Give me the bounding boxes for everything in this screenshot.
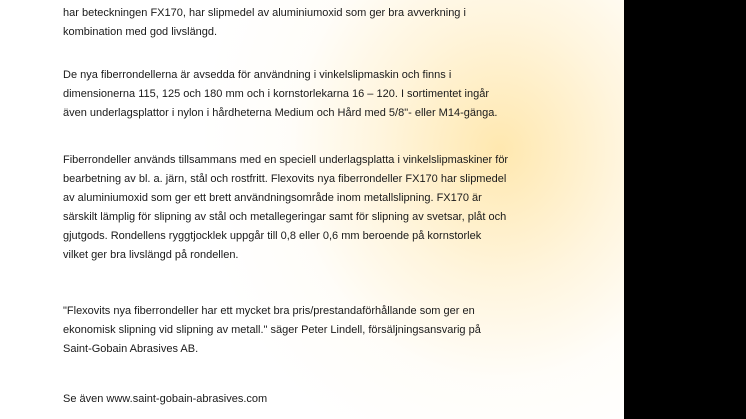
paragraph-usage [63, 151, 583, 265]
text-line: särskilt lämplig för slipning av stål och metallegeringar samt för slipning av svetsar, plåt och [63, 211, 507, 223]
text-line: dimensionerna 115, 125 och 180 mm och i kornstorlekarna 16 – 120. I sortimentet ingår [63, 88, 489, 100]
text-line: "Flexovits nya fiberrondeller har ett mycket bra pris/prestandaförhållande som ger en [63, 305, 475, 317]
text-line: vilket ger bra livslängd på rondellen. [63, 249, 239, 261]
text-line: bearbetning av bl. a. järn, stål och rostfritt. Flexovits nya fiberrondeller FX170 har slipmedel [63, 173, 507, 185]
text-line: har beteckningen FX170, har slipmedel av aluminiumoxid som ger bra avverkning i [63, 7, 466, 19]
text-line: Saint-Gobain Abrasives AB. [63, 343, 199, 355]
paragraph-intro-continuation [63, 4, 583, 42]
text-line: Fiberrondeller används tillsammans med en speciell underlagsplatta i vinkelslipmaskiner för [63, 154, 509, 166]
text-line: kombination med god livslängd. [63, 26, 218, 38]
text-line: ekonomisk slipning vid slipning av metall." säger Peter Lindell, försäljningsansvarig på [63, 324, 481, 336]
text-line: av aluminiumoxid som ger ett brett användningsområde inom metallslipning. FX170 är [63, 192, 482, 204]
text-line: gjutgods. Rondellens ryggtjocklek uppgår till 0,8 eller 0,6 mm beroende på kornstorlek [63, 230, 482, 242]
paragraph-see-also [63, 390, 583, 409]
right-sidebar-panel [624, 0, 746, 419]
text-line: De nya fiberrondellerna är avsedda för användning i vinkelslipmaskin och finns i [63, 69, 452, 81]
see-also-link-text: Se även www.saint-gobain-abrasives.com [63, 393, 268, 405]
text-line: även underlagsplattor i nylon i hårdheterna Medium och Hård med 5/8"- eller M14-gänga. [63, 107, 498, 119]
paragraph-quote [63, 302, 583, 359]
paragraph-dimensions [63, 66, 583, 123]
